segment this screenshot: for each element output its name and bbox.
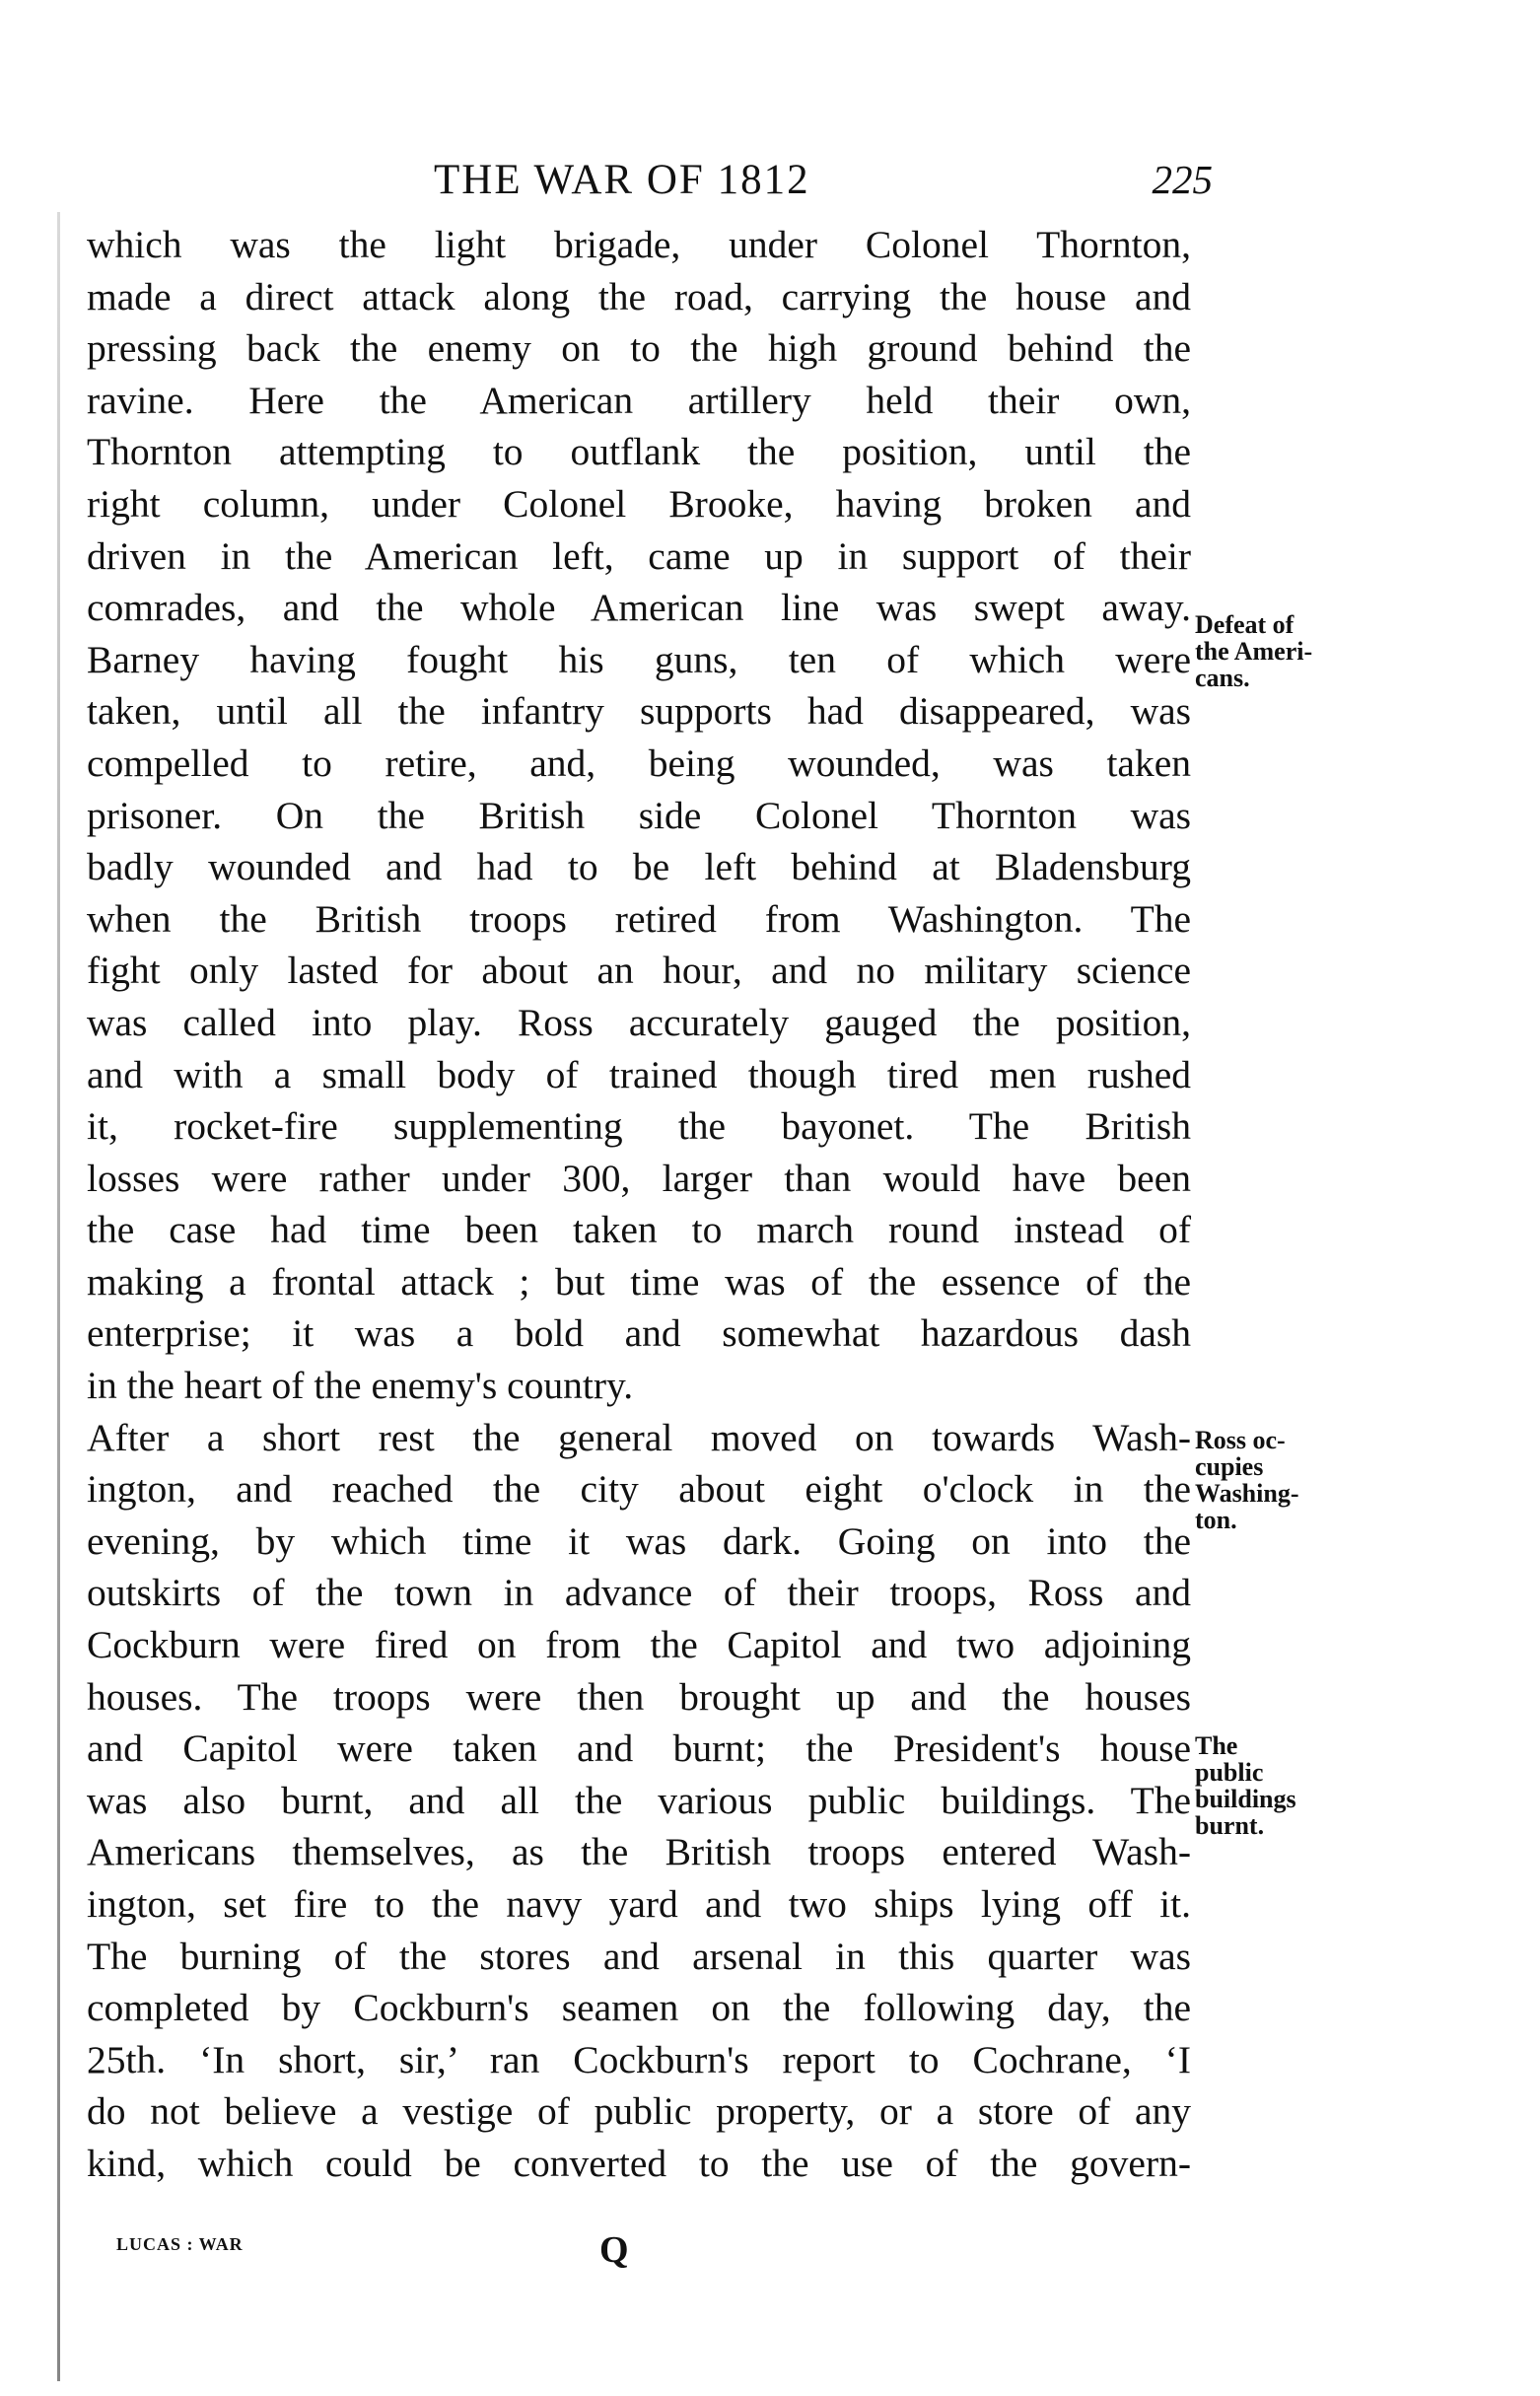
text-line: ington, set fire to the navy yard and two ships lying off it. xyxy=(87,1882,1191,1926)
text-line: evening, by which time it was dark. Going on into the xyxy=(87,1518,1191,1563)
text-line: and with a small body of trained though tired men rushed xyxy=(87,1052,1191,1096)
text-line: when the British troops retired from Washington. The xyxy=(87,896,1191,941)
text-line: Cockburn were fired on from the Capitol and two adjoining xyxy=(87,1623,1191,1667)
text-line: pressing back the enemy on to the high ground behind the xyxy=(87,326,1191,371)
text-line: taken, until all the infantry supports had disappeared, was xyxy=(87,689,1191,734)
page-binding-edge xyxy=(57,212,60,2381)
text-line: losses were rather under 300, larger than would have been xyxy=(87,1156,1191,1200)
text-line: After a short rest the general moved on towards Wash- xyxy=(87,1415,1191,1459)
text-line: made a direct attack along the road, carrying the house and xyxy=(87,274,1191,318)
signature-letter: Q xyxy=(599,2229,629,2271)
text-line: compelled to retire, and, being wounded, was taken xyxy=(87,740,1191,785)
text-line: Americans themselves, as the British troops entered Wash- xyxy=(87,1830,1191,1874)
text-line: driven in the American left, came up in support of their xyxy=(87,533,1191,578)
text-line: ington, and reached the city about eight o'clock in the xyxy=(87,1467,1191,1512)
text-line: was called into play. Ross accurately gauged the position, xyxy=(87,1000,1191,1044)
text-line: and Capitol were taken and burnt; the President's house xyxy=(87,1727,1191,1771)
text-line: badly wounded and had to be left behind at Bladensburg xyxy=(87,845,1191,889)
text-line: making a frontal attack ; but time was of the essence of the xyxy=(87,1259,1191,1304)
running-head xyxy=(79,156,1213,207)
text-line: 25th. ‘In short, sir,’ ran Cockburn's report to Cochrane, ‘I xyxy=(87,2037,1191,2081)
text-line: in the heart of the enemy's country. xyxy=(87,1364,634,1408)
running-title: THE WAR OF 1812 xyxy=(434,157,810,203)
signature-mark: LUCAS : WAR xyxy=(116,2234,244,2254)
text-line: prisoner. On the British side Colonel Thornton was xyxy=(87,793,1191,837)
text-line: which was the light brigade, under Colonel Thornton, xyxy=(87,223,1191,266)
sidenote-ross-occupies-washington: Ross oc- cupies Washing- ton. xyxy=(1195,1426,1299,1534)
text-line: Thornton attempting to outflank the position, until the xyxy=(87,430,1191,474)
text-line: houses. The troops were then brought up and the houses xyxy=(87,1674,1191,1719)
text-line: it, rocket-fire supplementing the bayonet. The British xyxy=(87,1104,1191,1149)
body-text xyxy=(87,219,1191,2190)
text-line: fight only lasted for about an hour, and no military science xyxy=(87,949,1191,993)
text-line: do not believe a vestige of public property, or a store of any xyxy=(87,2089,1191,2134)
text-line: right column, under Colonel Brooke, having broken and xyxy=(87,481,1191,526)
text-line: outskirts of the town in advance of their troops, Ross and xyxy=(87,1571,1191,1615)
text-line: enterprise; it was a bold and somewhat hazardous dash xyxy=(87,1311,1191,1356)
text-line: comrades, and the whole American line was swept away. xyxy=(87,586,1191,630)
page-number: 225 xyxy=(1152,157,1213,202)
sidenote-defeat-of-americans: Defeat of the Ameri- cans. xyxy=(1195,610,1313,692)
text-line: Barney having fought his guns, ten of which were xyxy=(87,637,1191,681)
sidenote-public-buildings-burnt: The public buildings burnt. xyxy=(1195,1731,1296,1840)
text-line: was also burnt, and all the various public buildings. The xyxy=(87,1778,1191,1822)
page-footer xyxy=(116,2228,1102,2278)
text-line: ravine. Here the American artillery held their own, xyxy=(87,378,1191,422)
text-line: the case had time been taken to march round instead of xyxy=(87,1208,1191,1252)
text-line: kind, which could be converted to the use of the govern- xyxy=(87,2141,1191,2185)
text-line: The burning of the stores and arsenal in this quarter was xyxy=(87,1934,1191,1978)
text-line: completed by Cockburn's seamen on the following day, the xyxy=(87,1986,1191,2030)
